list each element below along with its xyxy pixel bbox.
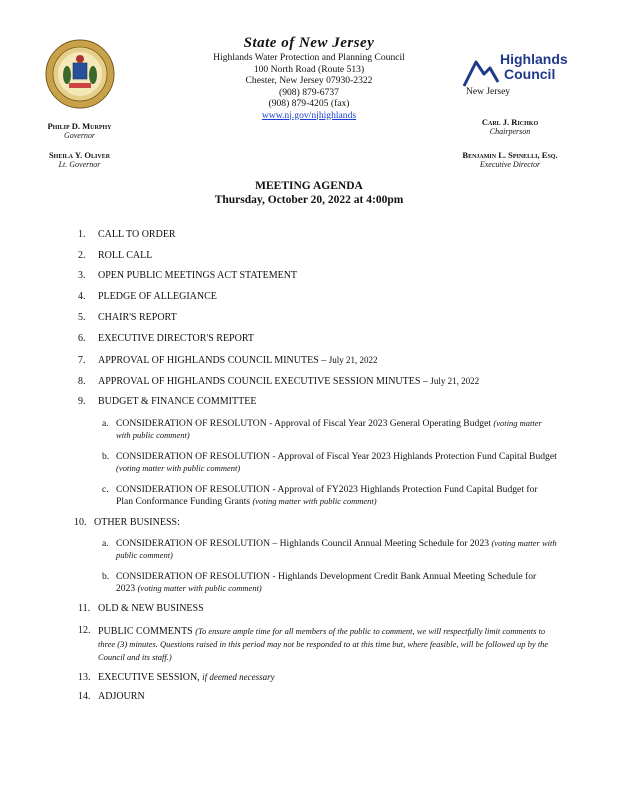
agenda-heading [0,179,618,207]
agenda-date: Thursday, October 20, 2022 at 4:00pm [214,194,404,206]
agenda-item: 11. OLD & NEW BUSINESS [78,603,204,614]
official-chairperson: Carl J. Richko Chairperson [481,117,539,136]
agenda-item: 9. BUDGET & FINANCE COMMITTEE [78,396,257,407]
address-line-1: 100 North Road (Route 513) [253,63,365,75]
state-title: State of New Jersey [243,35,375,51]
phone: (908) 879-6737 [279,86,339,98]
agenda-item: 13. EXECUTIVE SESSION, if deemed necessary [78,672,275,683]
agenda-title: MEETING AGENDA [255,180,363,192]
agenda-subitem: b. CONSIDERATION OF RESOLUTION - Approval of Fiscal Year 2023 Highlands Protection Fund Capital Budget (voting matter with public comment) [102,451,557,473]
agenda-item: 5. CHAIR'S REPORT [78,312,177,323]
agenda-subitem: b. CONSIDERATION OF RESOLUTION - Highlands Development Credit Bank Annual Meeting Schedule for 2023 (voting matter with public comment) [102,571,537,594]
agenda-subitem: c. CONSIDERATION OF RESOLUTION - Approval of FY2023 Highlands Protection Fund Capital Budget for Plan Conformance Funding Grants (voting matter with public comment) [102,484,538,507]
agenda-item: 4. PLEDGE OF ALLEGIANCE [78,291,217,302]
logo-line1: Highlands [500,51,568,67]
council-name: Highlands Water Protection and Planning Council [213,52,405,63]
website-link[interactable]: www.nj.gov/njhighlands [261,109,357,121]
agenda-item: 8. APPROVAL OF HIGHLANDS COUNCIL EXECUTIVE SESSION MINUTES – July 21, 2022 [78,376,480,387]
official-lt-governor: Sheila Y. Oliver Lt. Governor [48,150,111,169]
agenda-item: 10. OTHER BUSINESS: [74,517,180,528]
logo-line2: Council [504,66,556,82]
address-line-2: Chester, New Jersey 07930-2322 [245,75,373,86]
official-executive-director: Benjamin L. Spinelli, Esq. Executive Director [462,150,558,169]
agenda-item: 7. APPROVAL OF HIGHLANDS COUNCIL MINUTES – July 21, 2022 [78,355,378,366]
agenda-item: 1. CALL TO ORDER [78,229,176,240]
agenda-item: 2. ROLL CALL [78,250,153,261]
agenda-subitem: a. CONSIDERATION OF RESOLUTON - Approval of Fiscal Year 2023 General Operating Budget (voting matter with public comment) [102,418,542,440]
agenda-subitem: a. CONSIDERATION OF RESOLUTION – Highlands Council Annual Meeting Schedule for 2023 (voting matter with public comment) [102,538,557,560]
agenda-item: 3. OPEN PUBLIC MEETINGS ACT STATEMENT [78,270,298,281]
logo-subtitle: New Jersey [466,87,511,97]
agenda-item: 6. EXECUTIVE DIRECTOR'S REPORT [78,333,255,344]
official-governor: Philip D. Murphy Governor [47,121,112,140]
agenda-item-public-comments: 12. PUBLIC COMMENTS (To ensure ample time for all members of the public to comment, we will respectfully limit comments to three (3) minutes. Questions raised in this period may not be responded to at this time but, where feasible, will be followed up by the Council and its staff.) [78,625,549,662]
agenda-item: 14. ADJOURN [78,691,145,702]
fax: (908) 879-4205 (fax) [268,98,350,109]
